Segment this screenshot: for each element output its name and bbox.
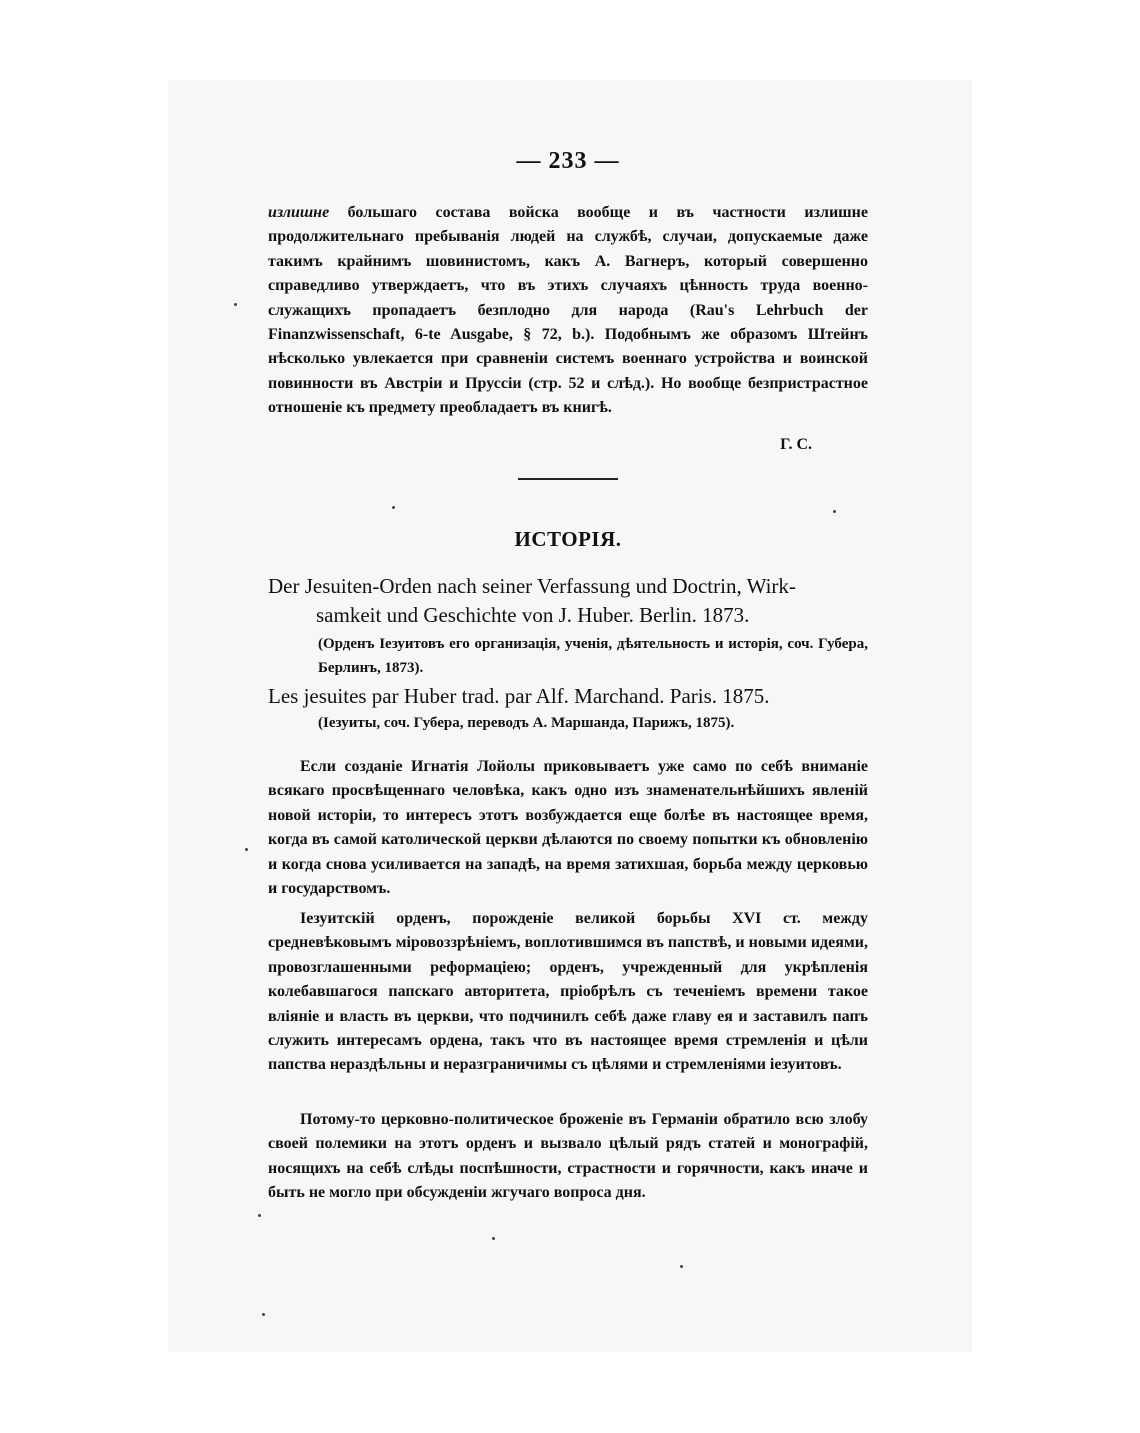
book-title-1-line-2: samkeit und Geschichte von J. Huber. Berlin. 1873. <box>316 603 750 627</box>
review-conclusion-paragraph <box>268 201 868 421</box>
scan-speck <box>392 506 395 509</box>
body-paragraph-1: Если созданіе Игнатія Лойолы приковываетъ уже само по себѣ вниманіе всякаго просвѣщеннаго человѣка, какъ одно изъ знаменательнѣйшихъ явленій новой исторіи, то интересъ этотъ возбуждается еще болѣе въ настоящее время, когда въ самой католической церкви дѣлаются по своему попытки къ обновленію и когда снова усиливается на западѣ, на время затихшая, борьба между церковью и государствомъ. <box>268 758 868 898</box>
body-paragraph-2: Іезуитскій орденъ, порожденіе великой борьбы XVI ст. между средневѣковымъ міровоззрѣніемъ, воплотившимся въ папствѣ, и новыми идеями, провозглашенными реформаціею; орденъ, учрежденный для укрѣпленія колебавшагося папскаго авторитета, пріобрѣлъ съ теченіемъ времени такое вліяніе и власть въ церкви, что подчинилъ себѣ даже главу ея и заставилъ папъ служить интересамъ ордена, такъ что въ настоящее время стремленія и цѣли папства нераздѣльны и неразграничимы съ цѣлями и стремленіями іезуитовъ. <box>268 910 868 1074</box>
section-heading: ИСТОРІЯ. <box>514 527 622 551</box>
review-conclusion-text: большаго состава войска вообще и въ частности излишне продолжительнаго пребыванія людей на службѣ, случаи, допускаемые даже такимъ крайнимъ шовинистомъ, какъ А. Вагнеръ, который совершенно справедливо утверждаетъ, что въ этихъ случаяхъ цѣнность труда военно-служащихъ пропадаетъ безплодно для народа (Rau's Lehrbuch der Finanzwissenschaft, 6-te Ausgabe, § 72, b.). Подобнымъ же образомъ Штейнъ нѣсколько увлекается при сравненіи системъ военнаго устройства и воинской повинности въ Австріи и Пруссіи (стр. 52 и слѣд.). Но вообще безпристрастное отношеніе къ предмету преобладаетъ въ книгѣ. <box>268 204 868 417</box>
scan-speck <box>680 1265 683 1268</box>
page-number: — 233 — <box>516 148 620 174</box>
review-signature: Г. С. <box>780 436 812 453</box>
scan-speck <box>245 848 248 851</box>
book-note-1: (Орденъ Іезуитовъ его организація, ученія, дѣятельность и исторія, соч. Губера, Берлинъ, 1873). <box>318 636 868 676</box>
book-title-2: Les jesuites par Huber trad. par Alf. Marchand. Paris. 1875. <box>268 684 770 708</box>
scan-speck <box>234 303 237 306</box>
scan-speck <box>492 1237 495 1240</box>
book-title-1 <box>268 572 868 630</box>
book-title-1-line-1: Der Jesuiten-Orden nach seiner Verfassung und Doctrin, Wirk- <box>268 574 796 598</box>
scan-speck <box>258 1214 261 1217</box>
scan-speck <box>833 510 836 513</box>
book-note-2: (Іезуиты, соч. Губера, переводъ А. Маршанда, Парижъ, 1875). <box>318 715 735 731</box>
lead-word: излишне <box>268 204 330 221</box>
body-paragraph-3: Потому-то церковно-политическое броженіе въ Германіи обратило всю злобу своей полемики на этотъ орденъ и вызвало цѣлый рядъ статей и монографій, носящихъ на себѣ слѣды поспѣшности, страстности и горячности, какъ иначе и быть не могло при обсужденіи жгучаго вопроса дня. <box>268 1111 868 1202</box>
section-divider <box>518 478 618 480</box>
scan-speck <box>262 1313 265 1316</box>
